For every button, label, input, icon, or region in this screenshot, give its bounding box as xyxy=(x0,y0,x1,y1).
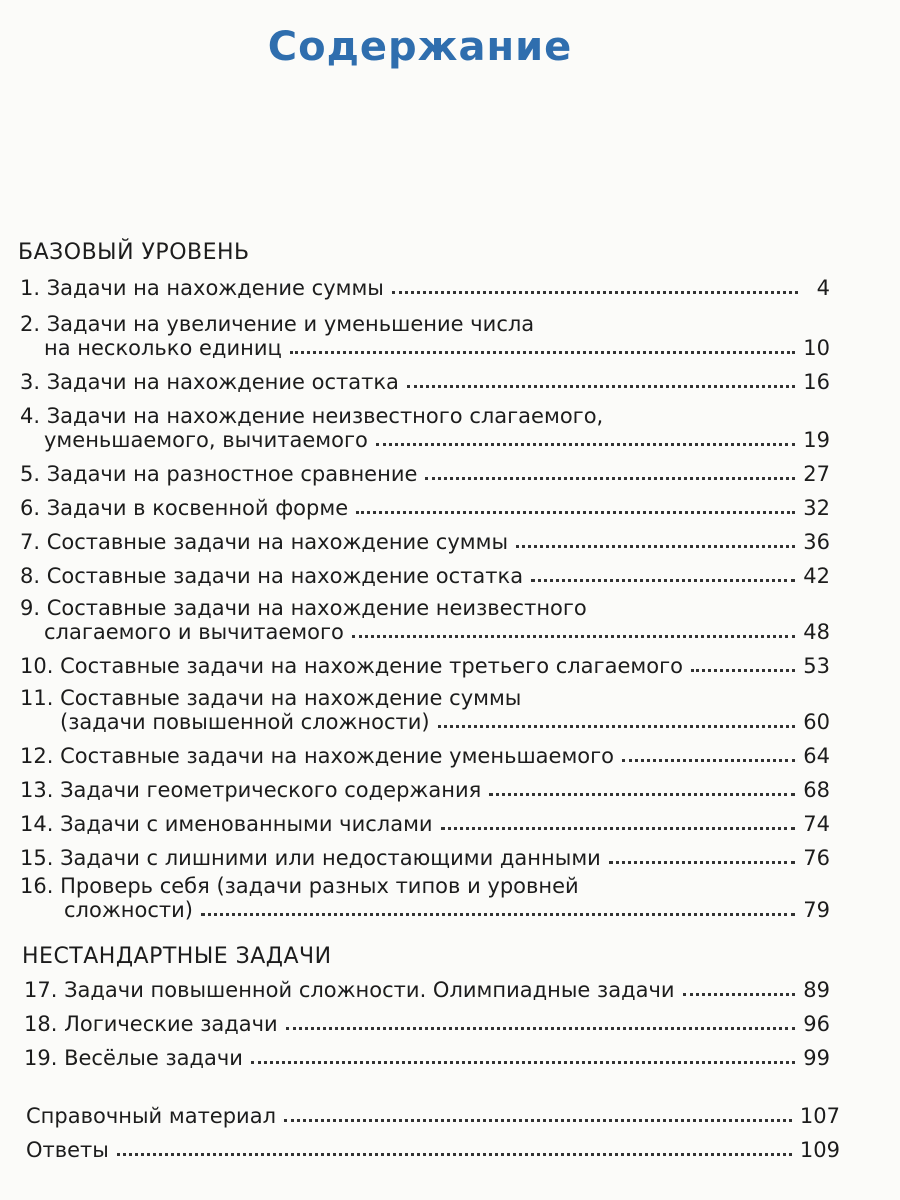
toc-entry-4-line1[interactable]: 4. Задачи на нахождение неизвестного слагаемого, xyxy=(20,404,604,428)
leader-dots xyxy=(683,993,796,996)
toc-entry-page: 19 xyxy=(803,428,830,452)
toc-entry-page: 36 xyxy=(803,530,830,554)
toc-entry-7[interactable] xyxy=(20,530,830,554)
toc-entry-3[interactable] xyxy=(20,370,830,394)
toc-entry-page: 107 xyxy=(799,1104,840,1128)
leader-dots xyxy=(691,669,795,672)
toc-entry-title: 5. Задачи на разностное сравнение xyxy=(20,462,418,486)
toc-entry-title: сложности) xyxy=(64,898,193,922)
toc-entry-11-line1[interactable]: 11. Составные задачи на нахождение суммы xyxy=(20,686,522,710)
toc-entry-6[interactable] xyxy=(20,496,830,520)
toc-entry-title: уменьшаемого, вычитаемого xyxy=(44,428,368,452)
section-heading-nonstandard: НЕСТАНДАРТНЫЕ ЗАДАЧИ xyxy=(22,944,332,969)
toc-entry-16-line1[interactable]: 16. Проверь себя (задачи разных типов и уровней xyxy=(20,874,579,898)
toc-entry-page: 48 xyxy=(803,620,830,644)
toc-entry-10[interactable] xyxy=(20,654,830,678)
toc-entry-8[interactable] xyxy=(20,564,830,588)
leader-dots xyxy=(290,351,795,354)
toc-entry-title: 6. Задачи в косвенной форме xyxy=(20,496,349,520)
toc-entry-title: 12. Составные задачи на нахождение уменьшаемого xyxy=(20,744,615,768)
leader-dots xyxy=(356,511,795,514)
toc-entry-title: слагаемого и вычитаемого xyxy=(44,620,344,644)
toc-entry-page: 53 xyxy=(803,654,830,678)
toc-entry-title: на несколько единиц xyxy=(44,336,282,360)
toc-entry-title: 7. Составные задачи на нахождение суммы xyxy=(20,530,509,554)
toc-entry-page: 99 xyxy=(803,1046,830,1070)
toc-entry-17[interactable] xyxy=(24,978,830,1002)
toc-entry-1[interactable] xyxy=(20,276,830,300)
toc-entry-title: 8. Составные задачи на нахождение остатка xyxy=(20,564,524,588)
toc-entry-title: (задачи повышенной сложности) xyxy=(60,710,430,734)
leader-dots xyxy=(376,443,795,446)
toc-entry-12[interactable] xyxy=(20,744,830,768)
toc-entry-page: 32 xyxy=(803,496,830,520)
toc-entry-page: 60 xyxy=(803,710,830,734)
toc-entry-page: 109 xyxy=(799,1138,840,1162)
leader-dots xyxy=(251,1061,795,1064)
leader-dots xyxy=(438,725,796,728)
toc-entry-answers[interactable] xyxy=(26,1138,840,1162)
toc-entry-title: 17. Задачи повышенной сложности. Олимпиадные задачи xyxy=(24,978,675,1002)
toc-entry-title: 3. Задачи на нахождение остатка xyxy=(20,370,399,394)
leader-dots xyxy=(609,861,795,864)
leader-dots xyxy=(425,477,795,480)
toc-entry-page: 76 xyxy=(803,846,830,870)
toc-entry-page: 42 xyxy=(803,564,830,588)
toc-entry-page: 74 xyxy=(803,812,830,836)
toc-entry-page: 4 xyxy=(816,276,830,300)
page-title: Содержание xyxy=(267,24,573,70)
section-heading-basic: БАЗОВЫЙ УРОВЕНЬ xyxy=(18,240,250,265)
toc-entry-page: 96 xyxy=(803,1012,830,1036)
toc-entry-title: 13. Задачи геометрического содержания xyxy=(20,778,482,802)
leader-dots xyxy=(622,759,795,762)
leader-dots xyxy=(531,579,795,582)
toc-entry-title: Справочный материал xyxy=(26,1104,276,1128)
leader-dots xyxy=(117,1153,792,1156)
toc-entry-9-line1[interactable]: 9. Составные задачи на нахождение неизвестного xyxy=(20,596,587,620)
toc-entry-title: Ответы xyxy=(26,1138,109,1162)
toc-entry-16[interactable] xyxy=(64,898,830,922)
toc-entry-18[interactable] xyxy=(24,1012,830,1036)
toc-entry-title: 14. Задачи с именованными числами xyxy=(20,812,433,836)
toc-entry-title: 18. Логические задачи xyxy=(24,1012,278,1036)
leader-dots xyxy=(286,1027,796,1030)
toc-entry-13[interactable] xyxy=(20,778,830,802)
toc-entry-4[interactable] xyxy=(44,428,830,452)
toc-entry-reference[interactable] xyxy=(26,1104,840,1128)
leader-dots xyxy=(201,913,795,916)
leader-dots xyxy=(392,291,798,294)
toc-entry-2[interactable] xyxy=(44,336,830,360)
toc-entry-title: 19. Весёлые задачи xyxy=(24,1046,243,1070)
toc-entry-page: 68 xyxy=(803,778,830,802)
leader-dots xyxy=(516,545,795,548)
toc-entry-page: 79 xyxy=(803,898,830,922)
toc-entry-5[interactable] xyxy=(20,462,830,486)
toc-entry-2-line1[interactable]: 2. Задачи на увеличение и уменьшение числа xyxy=(20,312,535,336)
toc-entry-page: 27 xyxy=(803,462,830,486)
toc-entry-title: 1. Задачи на нахождение суммы xyxy=(20,276,384,300)
toc-entry-9[interactable] xyxy=(44,620,830,644)
leader-dots xyxy=(352,635,795,638)
toc-entry-page: 89 xyxy=(803,978,830,1002)
toc-entry-page: 16 xyxy=(803,370,830,394)
leader-dots xyxy=(441,827,796,830)
toc-entry-15[interactable] xyxy=(20,846,830,870)
toc-entry-19[interactable] xyxy=(24,1046,830,1070)
leader-dots xyxy=(284,1119,792,1122)
toc-entry-14[interactable] xyxy=(20,812,830,836)
leader-dots xyxy=(489,793,795,796)
leader-dots xyxy=(407,385,795,388)
toc-entry-title: 10. Составные задачи на нахождение третьего слагаемого xyxy=(20,654,683,678)
toc-entry-page: 64 xyxy=(803,744,830,768)
toc-entry-page: 10 xyxy=(803,336,830,360)
toc-entry-title: 15. Задачи с лишними или недостающими данными xyxy=(20,846,601,870)
toc-entry-11[interactable] xyxy=(60,710,830,734)
